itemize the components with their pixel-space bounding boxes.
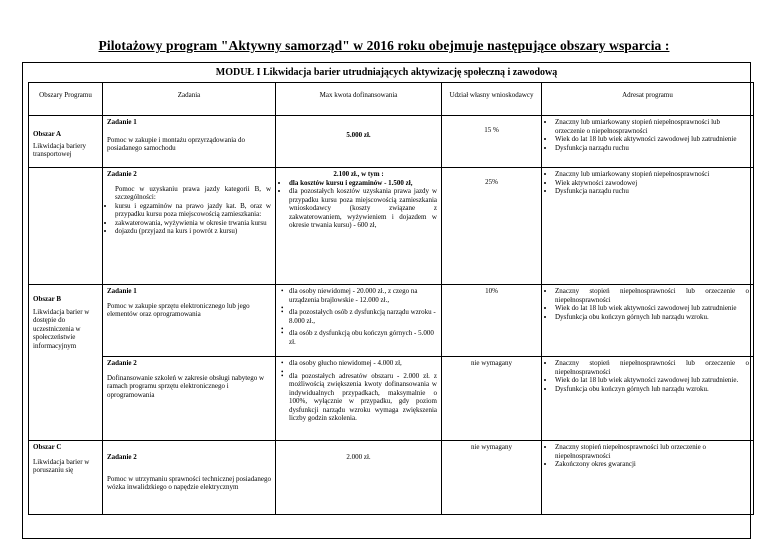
list-item: • dla kosztów kursu i egzaminów - 1.500 zł, — [289, 179, 437, 188]
list-item: • dla pozostałych kosztów uzyskania prawa jazdy w przypadku kursu poza miejscowością zamieszkania wnioskodawcy (koszty związane z zakwaterowaniem, wyżywieniem i dojazdem w okresie trwania kursu) - 600 zł, — [289, 187, 437, 230]
amount-cell — [276, 357, 442, 441]
area-label: Obszar A — [33, 130, 62, 138]
list-item: • dojazdu (przyjazd na kurs i powrót z kursu) — [115, 227, 271, 236]
list-item: • zakwaterowania, wyżywienia w okresie trwania kursu — [115, 219, 271, 228]
task-cell — [103, 116, 276, 168]
area-description: Likwidacja bariery transportowej — [33, 141, 87, 159]
task-title: Zadanie 2 — [107, 453, 137, 461]
share-value: 15 % — [484, 126, 499, 134]
amount-value: 2.100 zł., w tym : — [333, 170, 384, 178]
area-a-cont-cell — [29, 168, 103, 285]
table-row — [29, 116, 754, 168]
share-value: 25% — [485, 178, 498, 186]
list-item: • Zakończony okres gwarancji — [555, 460, 749, 469]
list-item: • Znaczny stopień niepełnosprawności lub orzeczenie o niepełnosprawności — [555, 443, 749, 460]
area-label: Obszar C — [33, 443, 62, 451]
task-cell — [103, 168, 276, 285]
recipient-cell — [542, 441, 754, 515]
share-cell — [442, 116, 542, 168]
share-cell — [442, 285, 542, 357]
task-title: Zadanie 1 — [107, 287, 137, 295]
area-description: Likwidacja barier w poruszaniu się — [33, 457, 90, 475]
module-heading: MODUŁ I Likwidacja barier utrudniających aktywizację społeczną i zawodową — [215, 67, 558, 78]
list-item: • dla osób z dysfunkcją obu kończyn górnych - 5.000 zł. — [289, 329, 437, 346]
task-description: Dofinansowanie szkoleń w zakresie obsługi nabytego w ramach programu sprzętu elektronicznego i oprogramowania — [107, 373, 265, 399]
table-row — [29, 357, 754, 441]
share-cell — [442, 441, 542, 515]
list-item: • Wiek do lat 18 lub wiek aktywności zawodowej lub zatrudnienie — [555, 135, 749, 144]
task-description: Pomoc w zakupie i montażu oprzyrządowania do posiadanego samochodu — [107, 135, 246, 153]
table-row — [29, 168, 754, 285]
amount-value: 5.000 zł. — [346, 131, 371, 139]
list-item: • dla pozostałych osób z dysfunkcją narządu wzroku - 8.000 zł., — [289, 308, 437, 325]
amount-cell — [276, 285, 442, 357]
task-cell — [103, 357, 276, 441]
header-row — [29, 83, 754, 116]
task-description: Pomoc w uzyskaniu prawa jazdy kategorii B, w szczególności: — [115, 184, 271, 202]
list-item: • Znaczny stopień niepełnosprawności lub orzeczenie o niepełnosprawności — [555, 359, 749, 376]
header-own-share: Udział własny wnioskodawcy — [442, 83, 542, 116]
table-row — [29, 441, 754, 515]
amount-cell — [276, 168, 442, 285]
list-item: • kursu i egzaminów na prawo jazdy kat. B, oraz w przypadku kursu poza miejscowością zamieszkania: — [115, 202, 271, 219]
recipient-cell — [542, 116, 754, 168]
list-item: • Dysfunkcja narządu ruchu — [555, 187, 749, 196]
list-item: • Znaczny stopień niepełnosprawności lub orzeczenie o niepełnosprawności — [555, 287, 749, 304]
task-description: Pomoc w zakupie sprzętu elektronicznego lub jego elementów oraz oprogramowania — [107, 301, 250, 319]
area-b-cell — [29, 285, 103, 441]
amount-value: 2.000 zł. — [346, 453, 371, 461]
list-item: • Dysfunkcja narządu ruchu — [555, 144, 749, 153]
area-a-cell — [29, 116, 103, 168]
task-title: Zadanie 1 — [107, 118, 137, 126]
task-cell — [103, 285, 276, 357]
share-value: nie wymagany — [470, 359, 512, 367]
list-item: • dla osoby niewidomej - 20.000 zł., z czego na urządzenia brajlowskie - 12.000 zł., — [289, 287, 437, 304]
list-item: • Wiek do lat 18 lub wiek aktywności zawodowej lub zatrudnienie — [555, 304, 749, 313]
recipient-cell — [542, 285, 754, 357]
header-areas: Obszary Programu — [29, 83, 103, 116]
list-item: • Znaczny lub umiarkowany stopień niepełnosprawności lub orzeczenie o niepełnosprawności — [555, 118, 749, 135]
task-title: Zadanie 2 — [107, 170, 137, 178]
list-item: • dla pozostałych adresatów obszaru - 2.000 zł. z możliwością zwiększenia kwoty dofinansowania w indywidualnych przypadkach, maksymalnie o 100%, wyłącznie w przypadku, gdy poziom dysfunkcji narządu wzroku wymaga zwiększenia liczby godzin szkolenia. — [289, 372, 437, 423]
amount-cell — [276, 441, 442, 515]
recipient-cell — [542, 168, 754, 285]
area-description: Likwidacja barier w dostępie do uczestniczenia w społeczeństwie informacyjnym — [33, 307, 90, 350]
list-item: • Znaczny lub umiarkowany stopień niepełnosprawności — [555, 170, 749, 179]
task-cell — [103, 441, 276, 515]
area-c-cell — [29, 441, 103, 515]
share-cell — [442, 168, 542, 285]
page-title: Pilotażowy program "Aktywny samorząd" w 2016 roku obejmuje następujące obszary wsparcia : — [98, 38, 670, 53]
header-max-amount: Max kwota dofinansowania — [276, 83, 442, 116]
header-recipients: Adresat programu — [542, 83, 754, 116]
list-item: • Wiek do lat 18 lub wiek aktywności zawodowej lub zatrudnienie. — [555, 376, 749, 385]
list-item: • Wiek aktywności zawodowej — [555, 179, 749, 188]
task-title: Zadanie 2 — [107, 359, 137, 367]
task-description: Pomoc w utrzymaniu sprawności technicznej posiadanego wózka inwalidzkiego o napędzie elektrycznym — [107, 474, 271, 492]
list-item: • dla osoby głucho niewidomej - 4.000 zł, — [289, 359, 437, 368]
share-cell — [442, 357, 542, 441]
header-tasks: Zadania — [103, 83, 276, 116]
area-label: Obszar B — [33, 295, 62, 303]
list-item: • Dysfunkcja obu kończyn górnych lub narządu wzroku. — [555, 313, 749, 322]
recipient-cell — [542, 357, 754, 441]
table-row — [29, 285, 754, 357]
list-item: • Dysfunkcja obu kończyn górnych lub narządu wzroku. — [555, 385, 749, 394]
support-areas-table — [28, 82, 754, 515]
share-value: 10% — [485, 287, 498, 295]
amount-cell — [276, 116, 442, 168]
share-value: nie wymagany — [470, 443, 512, 451]
